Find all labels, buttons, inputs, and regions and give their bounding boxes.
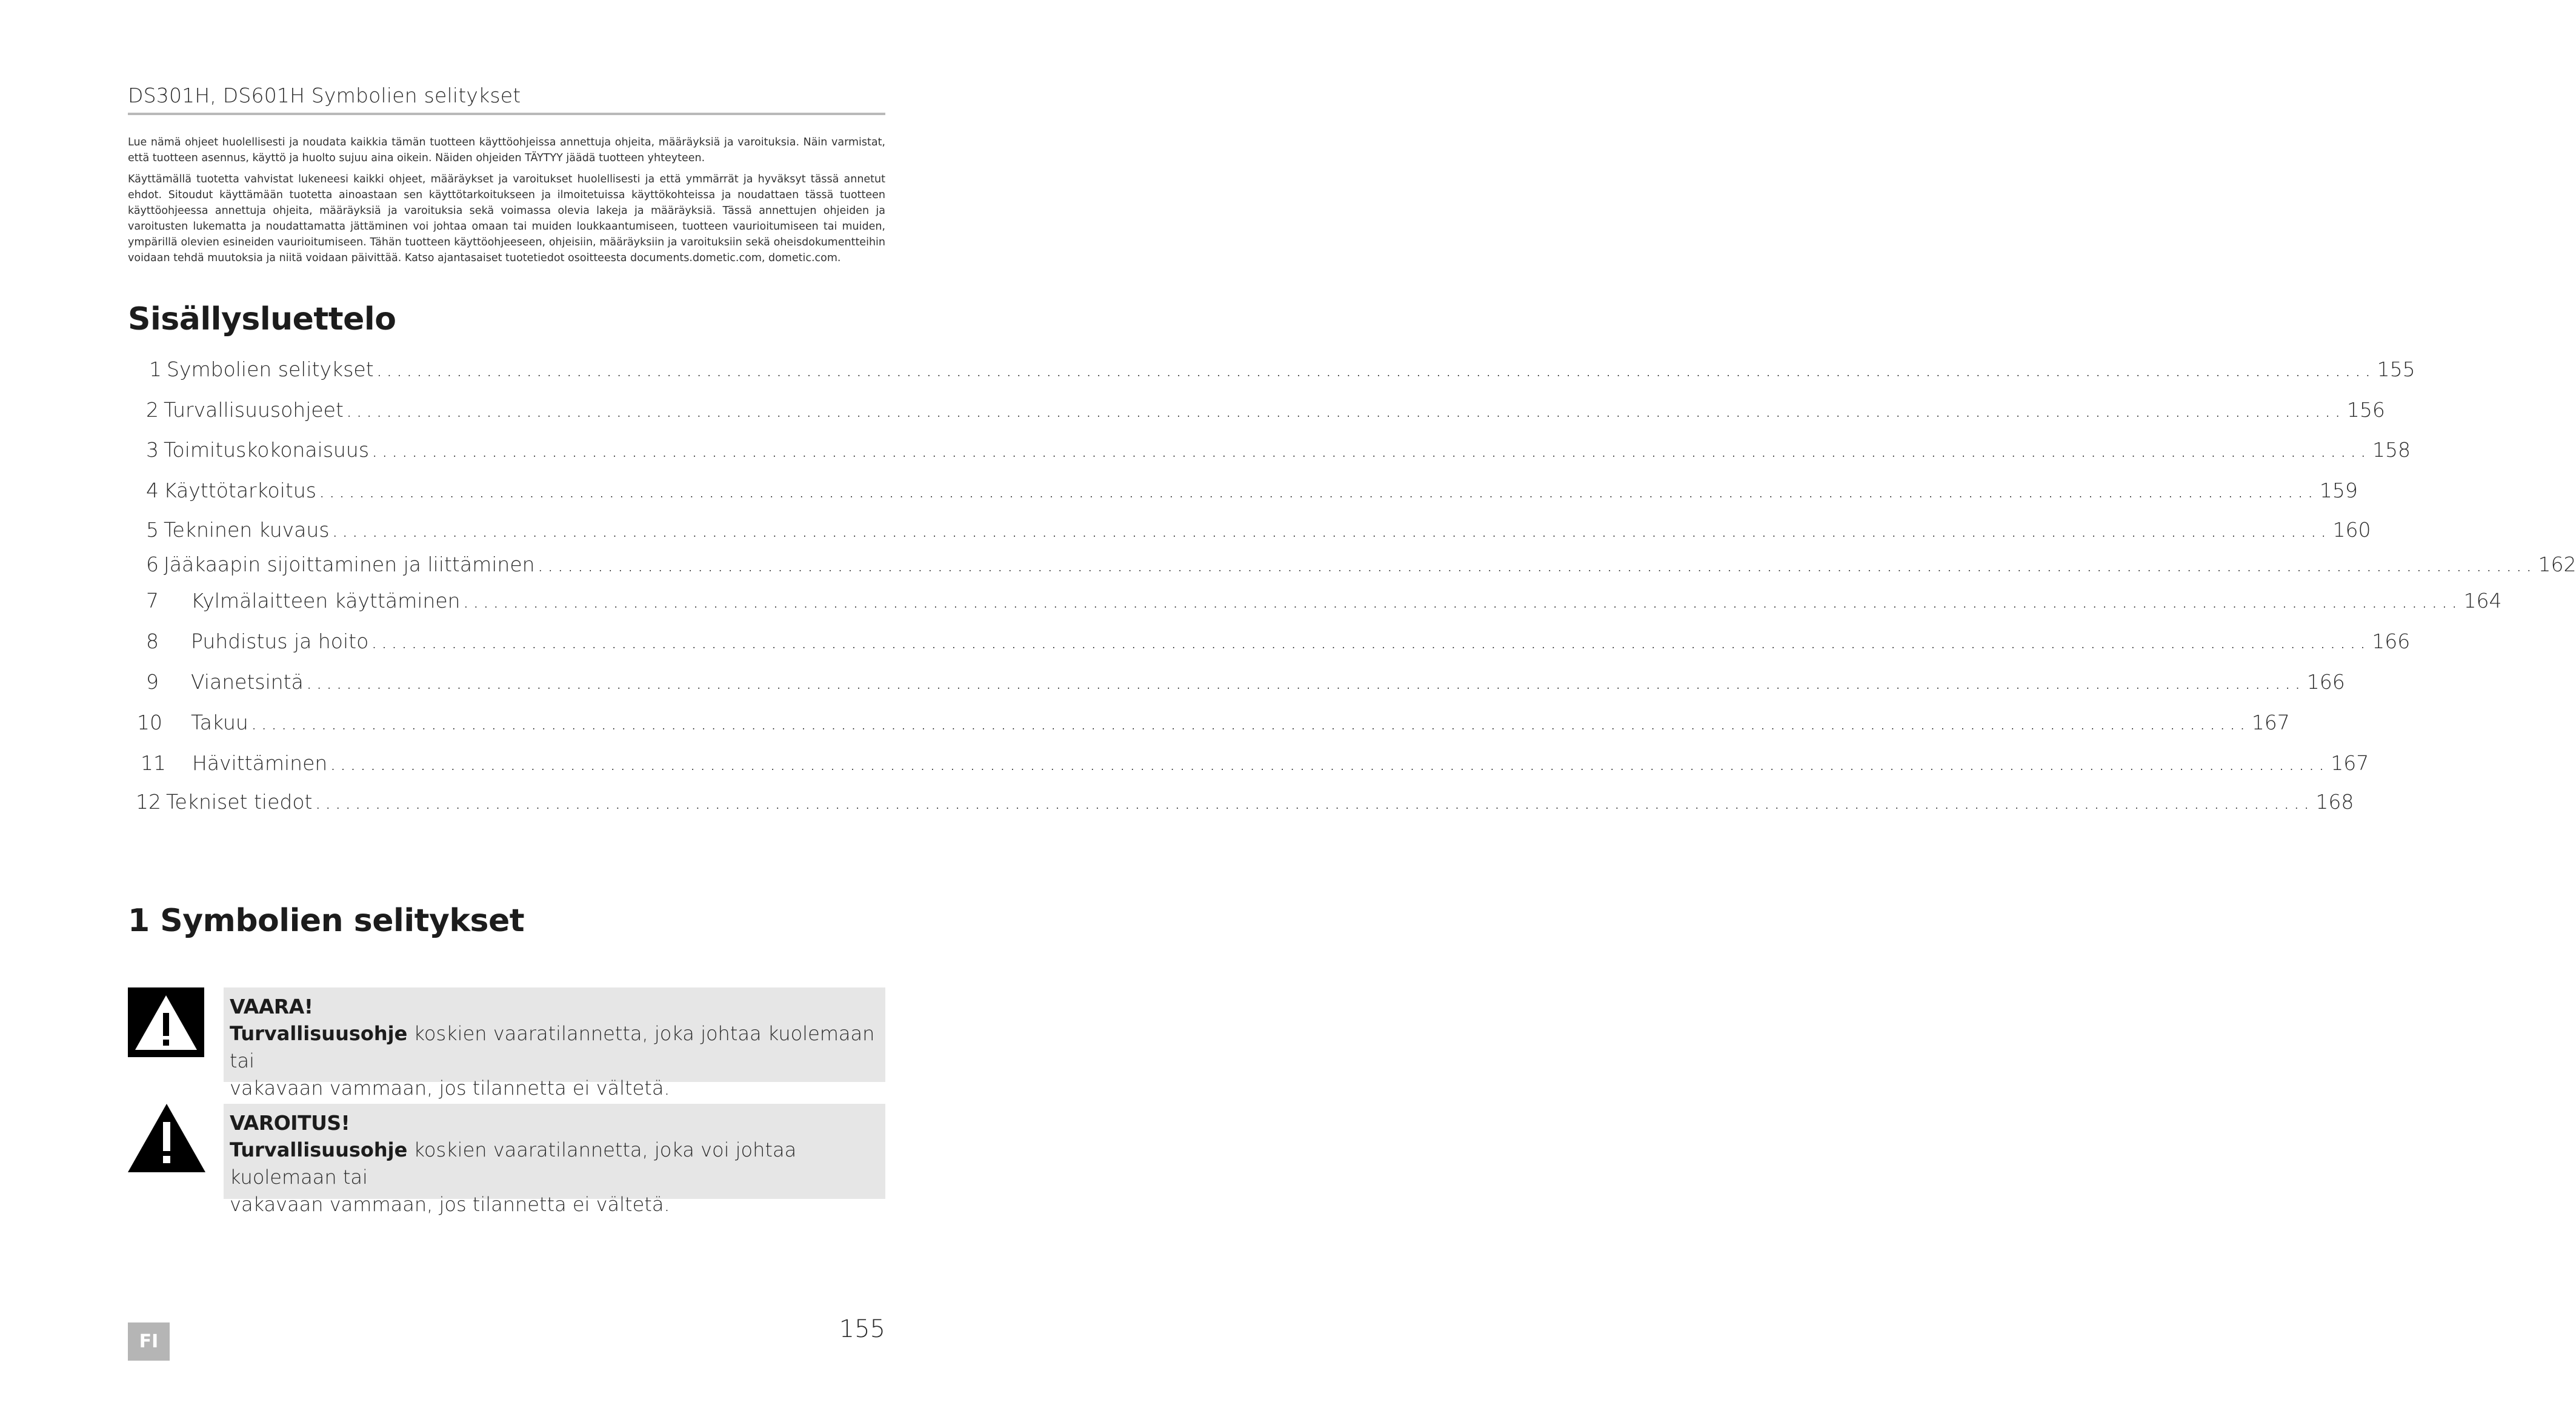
toc-entry-title: Jääkaapin sijoittaminen ja liittäminen — [164, 553, 535, 576]
toc-entry-page: 166 — [2306, 670, 2345, 694]
toc-entry-page: 156 — [2346, 398, 2385, 422]
notice-text-line-2: vakavaan vammaan, jos tilannetta ei vältetä. — [230, 1193, 670, 1216]
toc-dot-leader: ........................................................................................................................................................................................................ — [318, 479, 2317, 502]
running-header: DS301H, DS601H Symbolien selitykset — [128, 84, 521, 107]
toc-entry-page: 168 — [2315, 790, 2354, 814]
toc-entry-page: 160 — [2332, 518, 2371, 542]
toc-entry-page: 167 — [2331, 751, 2369, 775]
toc-entry-title: Hävittäminen — [192, 751, 328, 775]
toc-entry-page: 164 — [2463, 589, 2502, 612]
toc-dot-leader: ........................................................................................................................................................................................................ — [376, 357, 2375, 381]
language-badge: FI — [128, 1322, 170, 1361]
toc-entry-number: 5 — [146, 518, 159, 542]
warning-triangle-icon — [128, 1104, 205, 1172]
toc-entry[interactable] — [146, 518, 2371, 545]
page-number: 155 — [839, 1315, 885, 1343]
notice-text — [230, 1020, 878, 1102]
toc-entry-number: 6 — [146, 553, 159, 576]
toc-entry[interactable] — [137, 711, 2290, 737]
toc-entry-title: Vianetsintä — [191, 670, 304, 694]
toc-entry[interactable] — [146, 438, 2411, 465]
toc-entry[interactable] — [149, 357, 2415, 384]
toc-entry-number: 3 — [146, 438, 159, 462]
toc-entry-title: Turvallisuusohjeet — [164, 398, 344, 422]
toc-entry-title: Tekninen kuvaus — [164, 518, 330, 542]
toc-entry-number: 10 — [137, 711, 162, 734]
toc-entry[interactable] — [141, 751, 2369, 778]
intro-paragraph-2: Käyttämällä tuotetta vahvistat lukeneesi kaikki ohjeet, määräykset ja varoitukset huolellisesti ja että ymmärrät ja hyväksyt tässä annetut ehdot. Sitoudut käyttämään tuotetta ainoastaan sen käyttötarkoitukseen ja ilmoitetuissa käyttökohteissa ja noudattaen tässä tuotteen käyttöohjeessa annettuja ohjeita, määräyksiä ja varoituksia sekä voimassa olevia lakeja ja määräyksiä. Tässä annettujen ohjeiden ja varoitusten lukematta ja noudattamatta jättäminen voi johtaa omaan tai muiden loukkaantumiseen, tuotteen vaurioitumiseen tai muiden, ympärillä olevien esineiden vaurioitumiseen. Tähän tuotteen käyttöohjeeseen, ohjeisiin, määräyksiin ja varoituksiin sekä oheisdokumentteihin voidaan tehdä muutoksia ja niitä voidaan päivittää. Katso ajantasaiset tuotetiedot osoitteesta documents.dometic.com, dometic.com. — [128, 173, 885, 264]
toc-entry-number: 8 — [146, 629, 159, 653]
toc-dot-leader: ........................................................................................................................................................................................................ — [331, 518, 2331, 542]
toc-entry[interactable] — [146, 670, 2345, 697]
toc-entry-number: 1 — [149, 357, 162, 381]
toc-entry[interactable] — [146, 553, 2576, 579]
toc-dot-leader: ........................................................................................................................................................................................................ — [330, 751, 2329, 775]
toc-entry-number: 2 — [146, 398, 159, 422]
toc-entry-title: Takuu — [191, 711, 248, 734]
notice-bold-lead: Turvallisuusohje — [230, 1138, 408, 1161]
toc-entry-title: Puhdistus ja hoito — [191, 629, 369, 653]
toc-entry-number: 11 — [141, 751, 166, 775]
notice-text — [230, 1137, 878, 1218]
toc-dot-leader: ........................................................................................................................................................................................................ — [537, 553, 2536, 576]
toc-entry-title: Symbolien selitykset — [167, 357, 374, 381]
toc-dot-leader: ........................................................................................................................................................................................................ — [462, 589, 2461, 612]
toc-dot-leader: ........................................................................................................................................................................................................ — [315, 790, 2314, 814]
notice-text-line-2: vakavaan vammaan, jos tilannetta ei vältetä. — [230, 1077, 670, 1100]
notice-bold-lead: Turvallisuusohje — [230, 1022, 408, 1045]
toc-dot-leader: ........................................................................................................................................................................................................ — [371, 438, 2370, 462]
section-1-heading: 1 Symbolien selitykset — [128, 903, 525, 939]
toc-entry[interactable] — [136, 790, 2354, 817]
toc-entry-title: Toimituskokonaisuus — [164, 438, 370, 462]
toc-dot-leader: ........................................................................................................................................................................................................ — [345, 398, 2345, 422]
toc-heading: Sisällysluettelo — [128, 301, 396, 337]
notice-title: VAROITUS! — [230, 1111, 350, 1135]
notice-text-line-1: koskien vaaratilannetta, joka johtaa kuolemaan tai — [230, 1022, 875, 1072]
toc-entry[interactable] — [146, 479, 2358, 505]
toc-entry[interactable] — [146, 629, 2411, 656]
notice-warning — [224, 1104, 885, 1216]
toc-entry-number: 7 — [146, 589, 159, 612]
toc-entry-page: 158 — [2372, 438, 2411, 462]
notice-danger — [224, 987, 885, 1100]
toc-entry[interactable] — [146, 589, 2502, 616]
toc-entry-title: Käyttötarkoitus — [164, 479, 316, 502]
notice-title: VAARA! — [230, 995, 313, 1018]
toc-entry-title: Tekniset tiedot — [166, 790, 313, 814]
toc-entry-page: 159 — [2319, 479, 2358, 502]
toc-dot-leader: ........................................................................................................................................................................................................ — [371, 629, 2370, 653]
toc-entry-number: 4 — [146, 479, 159, 502]
toc-entry-page: 167 — [2251, 711, 2290, 734]
toc-entry-page: 162 — [2538, 553, 2576, 576]
toc-entry-number: 12 — [136, 790, 161, 814]
toc-dot-leader: ........................................................................................................................................................................................................ — [250, 711, 2249, 734]
toc-entry[interactable] — [146, 398, 2385, 425]
toc-entry-title: Kylmälaitteen käyttäminen — [191, 589, 461, 612]
header-divider — [128, 113, 885, 115]
toc-entry-page: 155 — [2377, 357, 2415, 381]
toc-dot-leader: ........................................................................................................................................................................................................ — [305, 670, 2305, 694]
warning-triangle-boxed-icon — [128, 987, 204, 1057]
toc-entry-page: 166 — [2372, 629, 2411, 653]
intro-paragraph-1: Lue nämä ohjeet huolellisesti ja noudata kaikkia tämän tuotteen käyttöohjeissa annettuja ohjeita, määräyksiä ja varoituksia. Näin varmistat, että tuotteen asennus, käyttö ja huolto sujuu aina oikein. Näiden ohjeiden TÄYTYY jäädä tuotteen yhteyteen. — [128, 136, 885, 164]
toc-entry-number: 9 — [146, 670, 159, 694]
notice-text-line-1: koskien vaaratilannetta, joka voi johtaa kuolemaan tai — [230, 1138, 797, 1189]
